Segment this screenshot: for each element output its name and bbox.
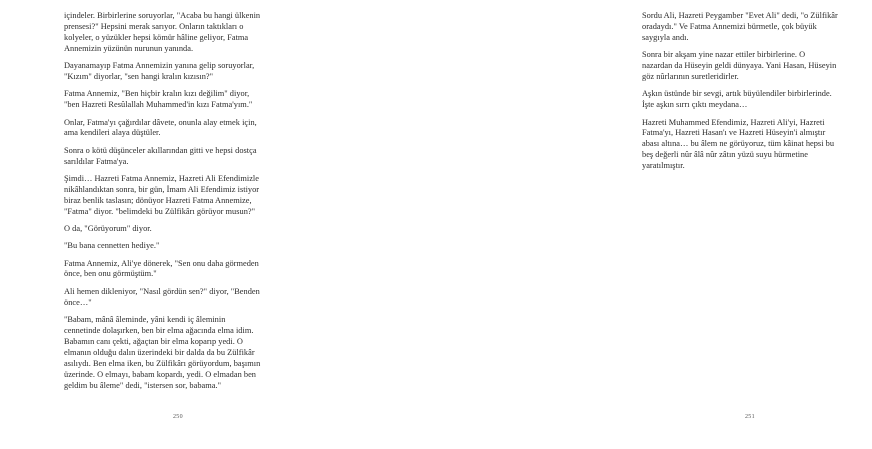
text-line: cennetinde dolaşırken, ben bir elma ağacında elma idim. — [64, 325, 254, 335]
text-line: "Bu bana cennetten hediye." — [64, 241, 160, 251]
paragraph — [64, 259, 286, 281]
paragraph — [64, 241, 286, 252]
left-page — [0, 0, 300, 449]
text-line: İşte aşkın sırrı çıktı meydana… — [642, 100, 748, 110]
text-line: beş değerli nûr âlâ nûr zâtın yüzü suyu hürmetine — [642, 150, 808, 160]
text-line: Aşkın üstünde bir sevgi, artık büyülendiler birbirlerinde. — [642, 89, 832, 99]
text-line: "Kızım" diyorlar, "sen hangi kralın kızısın?" — [64, 72, 214, 82]
text-line: oradaydı." Ve Fatma Annemizi bürmetle, çok büyük — [642, 21, 817, 31]
text-line: Sordu Ali, Hazreti Peygamber "Evet Ali" dedi, "o Zülfikâr — [642, 11, 838, 20]
paragraph — [64, 146, 286, 168]
text-line: Hazreti Muhammed Efendimiz, Hazreti Ali'yi, Hazreti — [642, 117, 825, 127]
paragraph — [64, 174, 286, 218]
text-line: nazardan da Hüseyin geldi dünyaya. Yani Hasan, Hüseyin — [642, 61, 837, 71]
paragraph — [64, 224, 286, 235]
paragraph — [64, 89, 286, 111]
text-line: kolyeler, o yüzükler hepsi kömür hâline geliyor, Fatma — [64, 32, 249, 42]
left-page-number: 250 — [173, 414, 183, 420]
text-line: Annemizin yüzünün nurunun yanında. — [64, 43, 194, 53]
text-line: içindeler. Birbirlerine soruyorlar, "Acaba bu hangi ülkenin — [64, 11, 261, 20]
paragraph — [64, 118, 286, 140]
paragraph — [642, 118, 872, 173]
text-line: Onlar, Fatma'yı çağırdılar dâvete, onunla alay etmek için, — [64, 117, 257, 127]
text-line: Fatma Annemiz, "Ben hiçbir kralın kızı değilim" diyor, — [64, 89, 250, 99]
text-line: önce…" — [64, 297, 92, 307]
left-page-text — [64, 11, 286, 398]
text-line: Sonra o kötü düşünceler akıllarından gitti ve hepsi dostça — [64, 145, 257, 155]
text-line: biraz benlik taslasın; dönüyor Hazreti Fatma Annemize, — [64, 195, 252, 205]
text-line: asılıydı. Ben elma iken, bu Zülfikârı görüyordum, başımın — [64, 358, 261, 368]
paragraph — [64, 315, 286, 392]
text-line: önce, ben onu görmüştüm." — [64, 269, 157, 279]
paragraph — [642, 11, 872, 44]
paragraph — [642, 50, 872, 83]
text-line: Şimdi… Hazreti Fatma Annemiz, Hazreti Ali Efendimizle — [64, 173, 259, 183]
text-line: Ali hemen dikleniyor, "Nasıl gördün sen?" diyor, "Benden — [64, 286, 260, 296]
text-line: Dayanamayıp Fatma Annemizin yanına gelip soruyorlar, — [64, 61, 255, 71]
text-line: "Babam, mânâ âleminde, yâni kendi iç âleminin — [64, 314, 226, 324]
right-page-text — [642, 11, 872, 179]
text-line: elmanın olduğu dalın üzerindeki bir dalda da bu Zülfikâr — [64, 347, 255, 357]
right-page — [300, 0, 838, 449]
text-line: Fatma Annemiz, Ali'ye dönerek, "Sen onu daha görmeden — [64, 258, 259, 268]
text-line: ama kendileri alaya düştüler. — [64, 128, 161, 138]
text-line: "Fatma" diyor. "belimdeki bu Zülfikârı görüyor musun?" — [64, 206, 256, 216]
text-line: üzerinde. O elmayı, babam kopardı, yedi. O elmadan ben — [64, 369, 256, 379]
text-line: yaratılmıştır. — [642, 161, 685, 171]
right-page-number: 251 — [745, 414, 755, 420]
paragraph — [64, 11, 286, 55]
text-line: abası altına… bu âlem ne görüyoruz, tüm kâinat hepsi bu — [642, 139, 835, 149]
text-line: prensesi?" Hepsini merak sarıyor. Onların taktıkları o — [64, 21, 244, 31]
text-line: göz nûrlarının suretleridirler. — [642, 72, 739, 82]
paragraph — [642, 89, 872, 111]
text-line: Sonra bir akşam yine nazar ettiler birbirlerine. O — [642, 50, 806, 60]
text-line: O da, "Görüyorum" diyor. — [64, 224, 152, 234]
paragraph — [64, 61, 286, 83]
text-line: sarıldılar Fatma'ya. — [64, 156, 129, 166]
text-line: Fatma'yı, Hazreti Hasan'ı ve Hazreti Hüseyin'i almıştır — [642, 128, 826, 138]
text-line: "ben Hazreti Resûlallah Muhammed'in kızı Fatma'yım." — [64, 100, 253, 110]
text-line: geldim bu âleme" dedi, "istersen sor, babama." — [64, 380, 222, 390]
paragraph — [64, 287, 286, 309]
text-line: Babamın canı çekti, ağaçtan bir elma koparıp yedi. O — [64, 336, 243, 346]
text-line: saygıyla andı. — [642, 32, 689, 42]
text-line: nikâhlandıktan sonra, bir gün, İmam Ali Efendimiz istiyor — [64, 184, 260, 194]
